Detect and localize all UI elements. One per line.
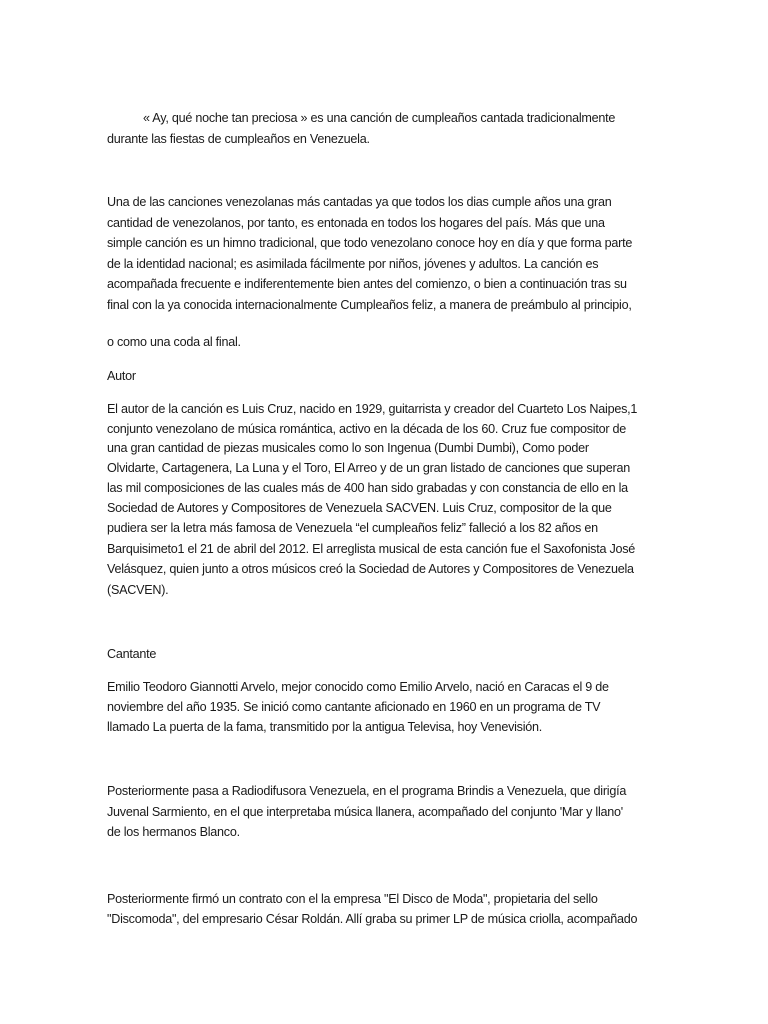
paragraph-line: acompañada frecuente e indiferentemente bien antes del comienzo, o bien a continuación tras su <box>107 277 627 291</box>
paragraph-line: las mil composiciones de las cuales más de 400 han sido grabadas y con constancia de ello en la <box>107 481 628 495</box>
paragraph-line: Juvenal Sarmiento, en el que interpretaba música llanera, acompañado del conjunto 'Mar y llano' <box>107 805 623 819</box>
paragraph-line: "Discomoda", del empresario César Roldán. Allí graba su primer LP de música criolla, acompañado <box>107 912 638 926</box>
paragraph-line: (SACVEN). <box>107 583 169 597</box>
paragraph-line: final con la ya conocida internacionalmente Cumpleaños feliz, a manera de preámbulo al principio, <box>107 298 632 312</box>
paragraph-line: Velásquez, quien junto a otros músicos creó la Sociedad de Autores y Compositores de Venezuela <box>107 562 634 576</box>
paragraph-line: llamado La puerta de la fama, transmitido por la antigua Televisa, hoy Venevisión. <box>107 720 543 734</box>
paragraph-line: una gran cantidad de piezas musicales como lo son Ingenua (Dumbi Dumbi), Como poder <box>107 441 589 455</box>
paragraph-line: Sociedad de Autores y Compositores de Venezuela SACVEN. Luis Cruz, compositor de la que <box>107 501 612 515</box>
paragraph-line: o como una coda al final. <box>107 335 241 349</box>
paragraph-line: cantidad de venezolanos, por tanto, es entonada en todos los hogares del país. Más que una <box>107 216 605 230</box>
section-heading-autor: Autor <box>107 369 136 383</box>
paragraph-line: de los hermanos Blanco. <box>107 825 240 839</box>
intro-line-1: « Ay, qué noche tan preciosa » es una canción de cumpleaños cantada tradicionalmente <box>143 111 616 125</box>
section-heading-cantante: Cantante <box>107 647 157 661</box>
intro-line-2: durante las fiestas de cumpleaños en Venezuela. <box>107 132 370 146</box>
paragraph-line: Una de las canciones venezolanas más cantadas ya que todos los dias cumple años una gran <box>107 195 612 209</box>
paragraph-line: Posteriormente pasa a Radiodifusora Venezuela, en el programa Brindis a Venezuela, que dirigía <box>107 784 627 798</box>
paragraph-line: simple canción es un himno tradicional, que todo venezolano conoce hoy en día y que forma parte <box>107 236 633 250</box>
paragraph-line: conjunto venezolano de música romántica, activo en la década de los 60. Cruz fue compositor de <box>107 422 627 436</box>
paragraph-line: pudiera ser la letra más famosa de Venezuela “el cumpleaños feliz” falleció a los 82 años en <box>107 521 598 535</box>
paragraph-line: Olvidarte, Cartagenera, La Luna y el Toro, El Arreo y de un gran listado de canciones que superan <box>107 461 630 475</box>
paragraph-line: noviembre del año 1935. Se inició como cantante aficionado en 1960 en un programa de TV <box>107 700 601 714</box>
paragraph-line: Emilio Teodoro Giannotti Arvelo, mejor conocido como Emilio Arvelo, nació en Caracas el 9 de <box>107 680 609 694</box>
paragraph-line: El autor de la canción es Luis Cruz, nacido en 1929, guitarrista y creador del Cuarteto Los Naipes,1 <box>107 402 638 416</box>
paragraph-line: Barquisimeto1 el 21 de abril del 2012. El arreglista musical de esta canción fue el Saxofonista José <box>107 542 636 556</box>
paragraph-line: Posteriormente firmó un contrato con el la empresa "El Disco de Moda", propietaria del sello <box>107 892 598 906</box>
paragraph-line: de la identidad nacional; es asimilada fácilmente por niños, jóvenes y adultos. La canción es <box>107 257 599 271</box>
